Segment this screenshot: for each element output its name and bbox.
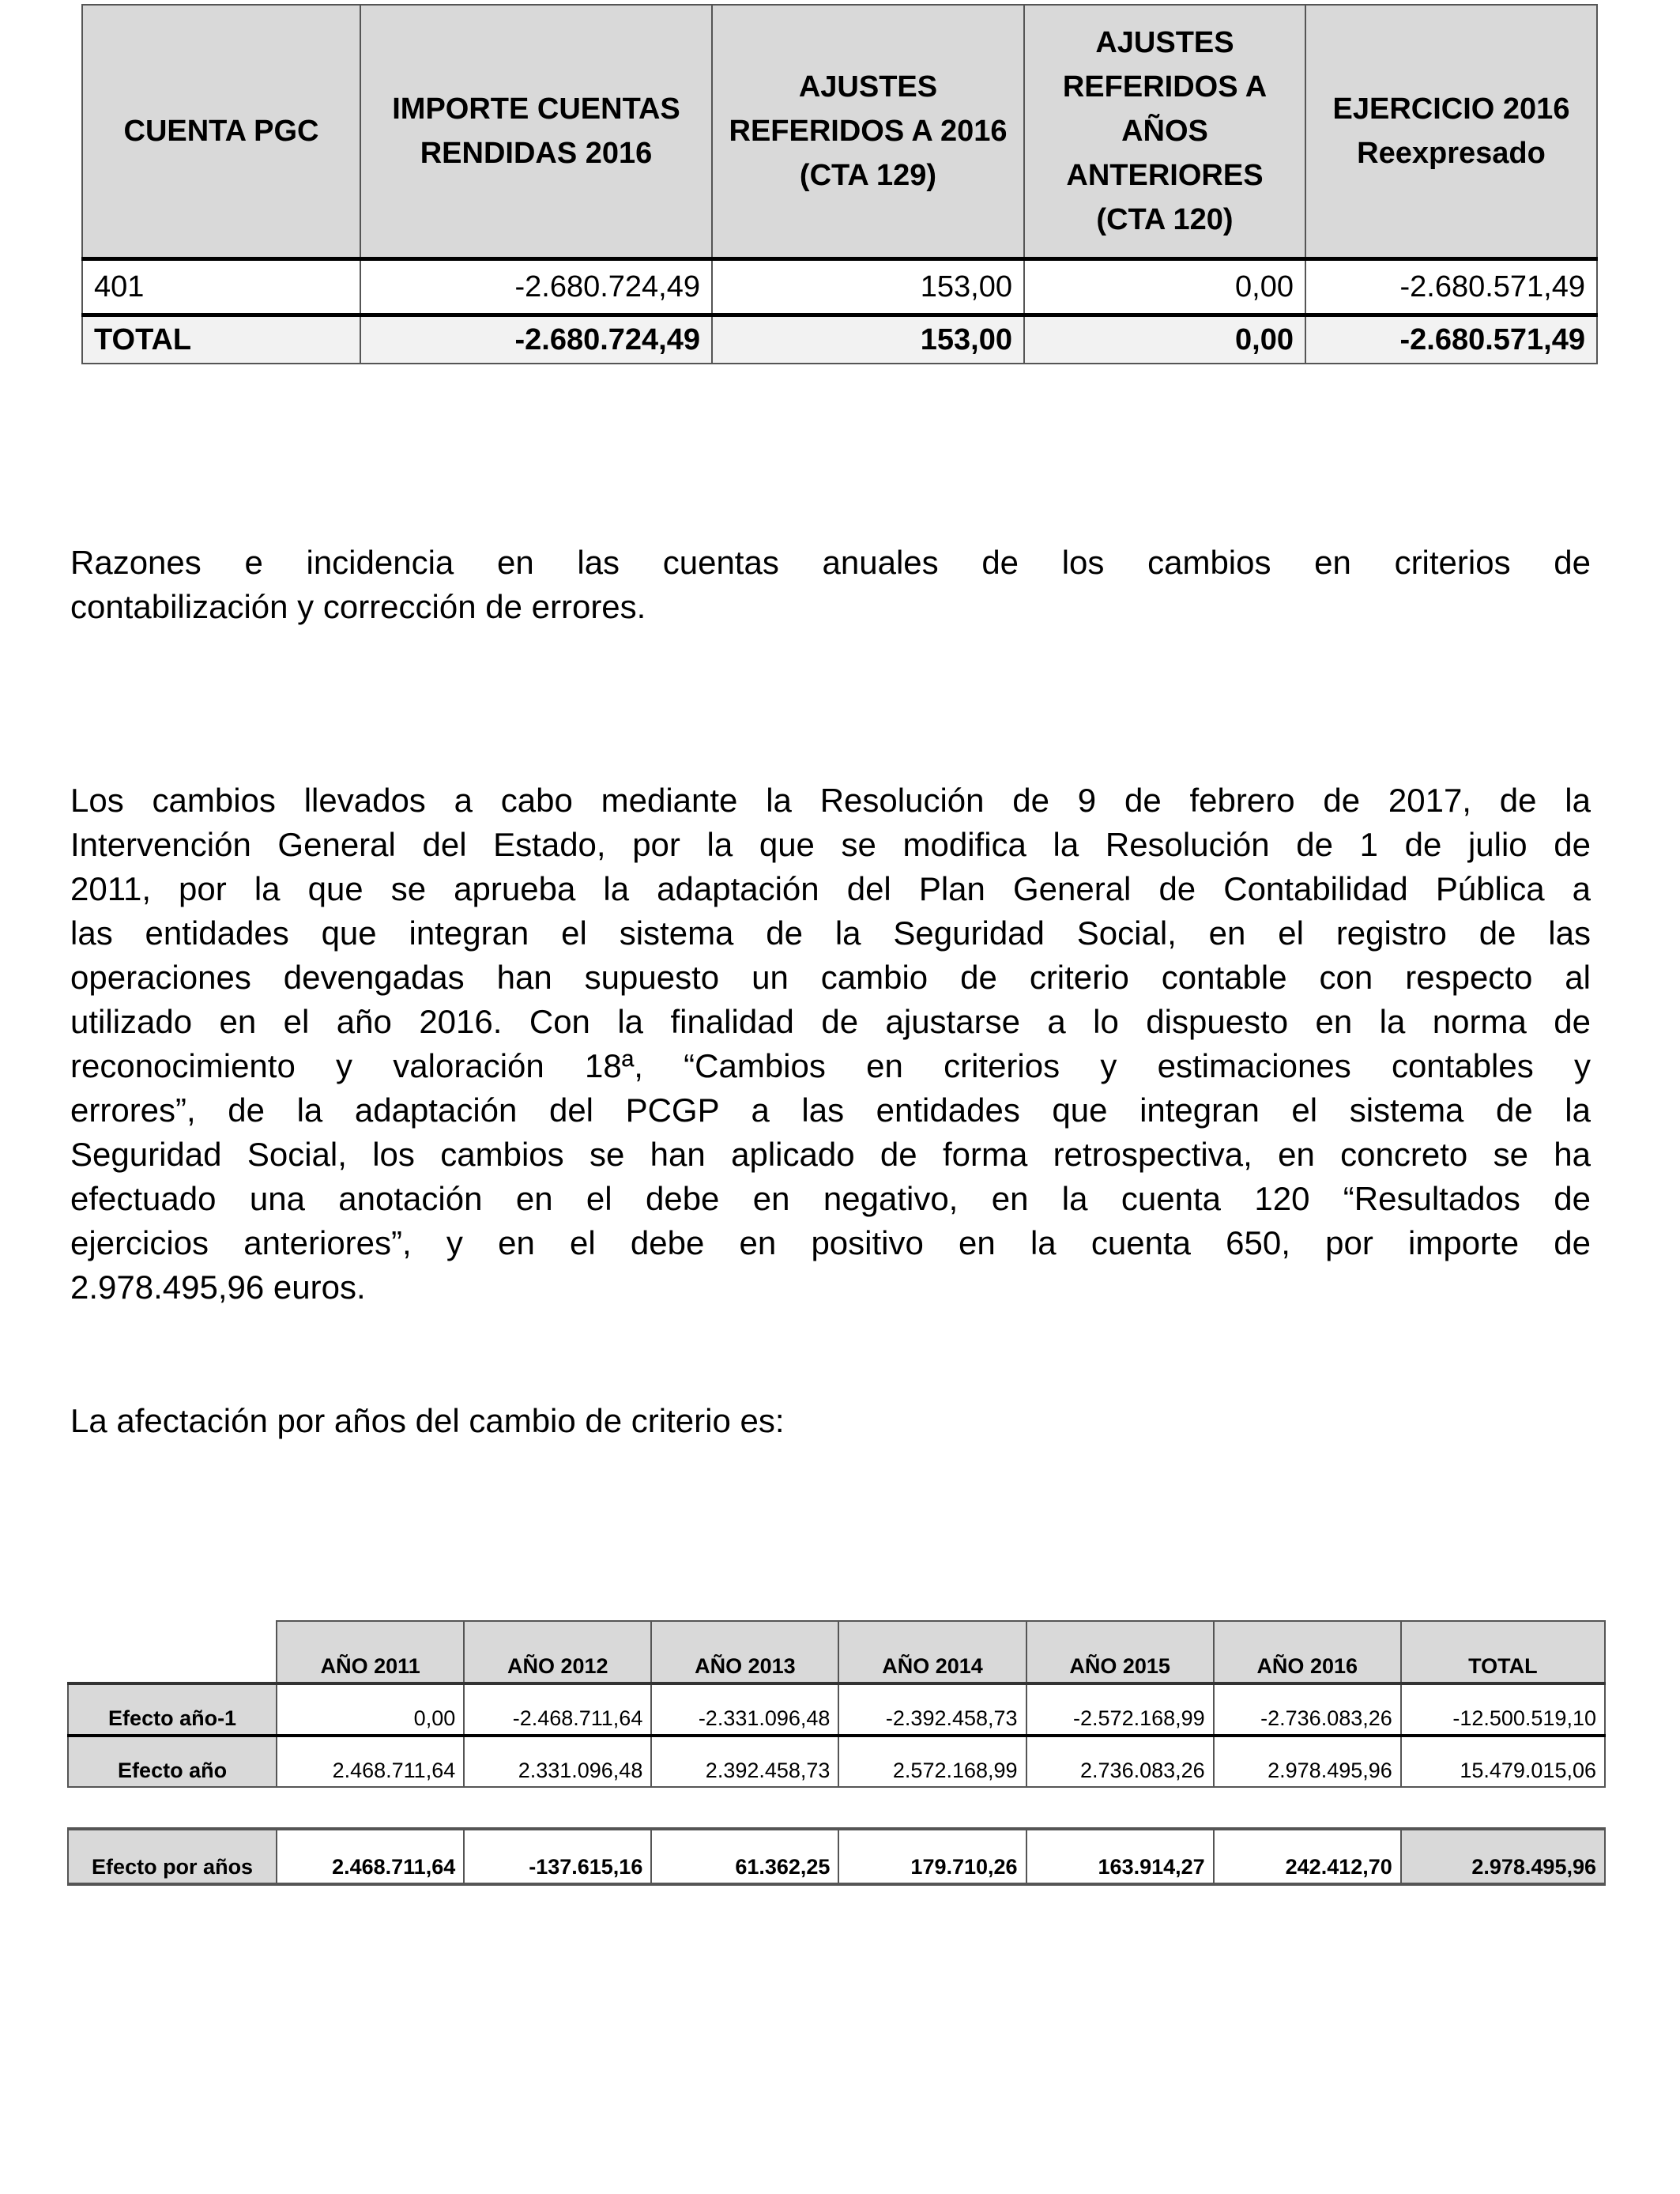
table-cell: 179.710,26 [838,1829,1026,1884]
paragraph-line: ejercicios anteriores”, y en el debe en positivo en la cuenta 650, por importe de [70,1224,1591,1261]
table-cell: -2.680.724,49 [360,259,712,315]
table-intro-text: La afectación por años del cambio de criterio es: [70,1402,785,1439]
column-header: AJUSTES REFERIDOS A AÑOS ANTERIORES (CTA 120) [1024,5,1305,259]
paragraph-line: efectuado una anotación en el debe en negativo, en la cuenta 120 “Resultados de [70,1180,1591,1217]
paragraph-line: Intervención General del Estado, por la que se modifica la Resolución de 1 de julio de [70,826,1591,863]
effect-by-years-table [67,1827,1606,1886]
yearly-effect-table [67,1620,1606,1788]
paragraph-line: errores”, de la adaptación del PCGP a las entidades que integran el sistema de la [70,1091,1591,1129]
table-cell: -12.500.519,10 [1401,1683,1605,1736]
table-row [68,1829,1605,1884]
table-cell: 153,00 [712,315,1024,364]
table-cell: -2.680.571,49 [1305,315,1597,364]
section-heading [70,541,1591,629]
heading-line: Razones e incidencia en las cuentas anuales de los cambios en criterios de [70,544,1591,581]
column-header: AÑO 2013 [651,1621,838,1683]
restated-accounts-table [81,4,1598,364]
column-header: AJUSTES REFERIDOS A 2016 (CTA 129) [712,5,1024,259]
column-header: TOTAL [1401,1621,1605,1683]
table-cell: 153,00 [712,259,1024,315]
paragraph-line: Seguridad Social, los cambios se han aplicado de forma retrospectiva, en concreto se ha [70,1136,1591,1173]
total-row [82,315,1597,364]
paragraph-line: 2.978.495,96 euros. [70,1269,366,1306]
total-cell: 2.978.495,96 [1401,1829,1605,1884]
table-cell: -2.572.168,99 [1026,1683,1214,1736]
column-header: AÑO 2015 [1026,1621,1214,1683]
column-header: IMPORTE CUENTAS RENDIDAS 2016 [360,5,712,259]
paragraph-line: 2011, por la que se aprueba la adaptación del Plan General de Contabilidad Pública a [70,870,1591,907]
table-cell: TOTAL [82,315,360,364]
table-cell: -2.468.711,64 [464,1683,651,1736]
row-label: Efecto año [68,1736,277,1787]
table-cell: 2.572.168,99 [838,1736,1026,1787]
table-cell: -2.331.096,48 [651,1683,838,1736]
table-cell: 0,00 [1024,259,1305,315]
empty-corner-cell [68,1621,277,1683]
table-cell: 15.479.015,06 [1401,1736,1605,1787]
row-label: Efecto año-1 [68,1683,277,1736]
paragraph-line: reconocimiento y valoración 18ª, “Cambios en criterios y estimaciones contables y [70,1047,1591,1084]
column-header: EJERCICIO 2016 Reexpresado [1305,5,1597,259]
table-cell: -137.615,16 [464,1829,651,1884]
paragraph-line: operaciones devengadas han supuesto un cambio de criterio contable con respecto al [70,959,1591,996]
column-header: AÑO 2011 [277,1621,464,1683]
table-row [68,1683,1605,1736]
paragraph-line: utilizado en el año 2016. Con la finalidad de ajustarse a lo dispuesto en la norma de [70,1003,1591,1040]
table-cell: 242.412,70 [1214,1829,1401,1884]
table-cell: 2.468.711,64 [277,1829,464,1884]
table-cell: 401 [82,259,360,315]
column-header: CUENTA PGC [82,5,360,259]
paragraph-line: Los cambios llevados a cabo mediante la Resolución de 9 de febrero de 2017, de la [70,782,1591,819]
table-cell: 2.331.096,48 [464,1736,651,1787]
table-row [82,259,1597,315]
table-cell: 0,00 [277,1683,464,1736]
heading-line: contabilización y corrección de errores. [70,588,646,625]
table-cell: 2.468.711,64 [277,1736,464,1787]
paragraph-line: las entidades que integran el sistema de la Seguridad Social, en el registro de las [70,914,1591,952]
table-cell: -2.680.724,49 [360,315,712,364]
table-cell: -2.680.571,49 [1305,259,1597,315]
table-cell: 163.914,27 [1026,1829,1214,1884]
table-cell: -2.736.083,26 [1214,1683,1401,1736]
column-header: AÑO 2014 [838,1621,1026,1683]
column-header: AÑO 2016 [1214,1621,1401,1683]
table-row [68,1736,1605,1787]
table-cell: 2.392.458,73 [651,1736,838,1787]
table-cell: -2.392.458,73 [838,1683,1026,1736]
table-cell: 0,00 [1024,315,1305,364]
row-label: Efecto por años [68,1829,277,1884]
table-cell: 2.978.495,96 [1214,1736,1401,1787]
table-cell: 61.362,25 [651,1829,838,1884]
body-paragraph [70,778,1591,1310]
column-header: AÑO 2012 [464,1621,651,1683]
table-cell: 2.736.083,26 [1026,1736,1214,1787]
